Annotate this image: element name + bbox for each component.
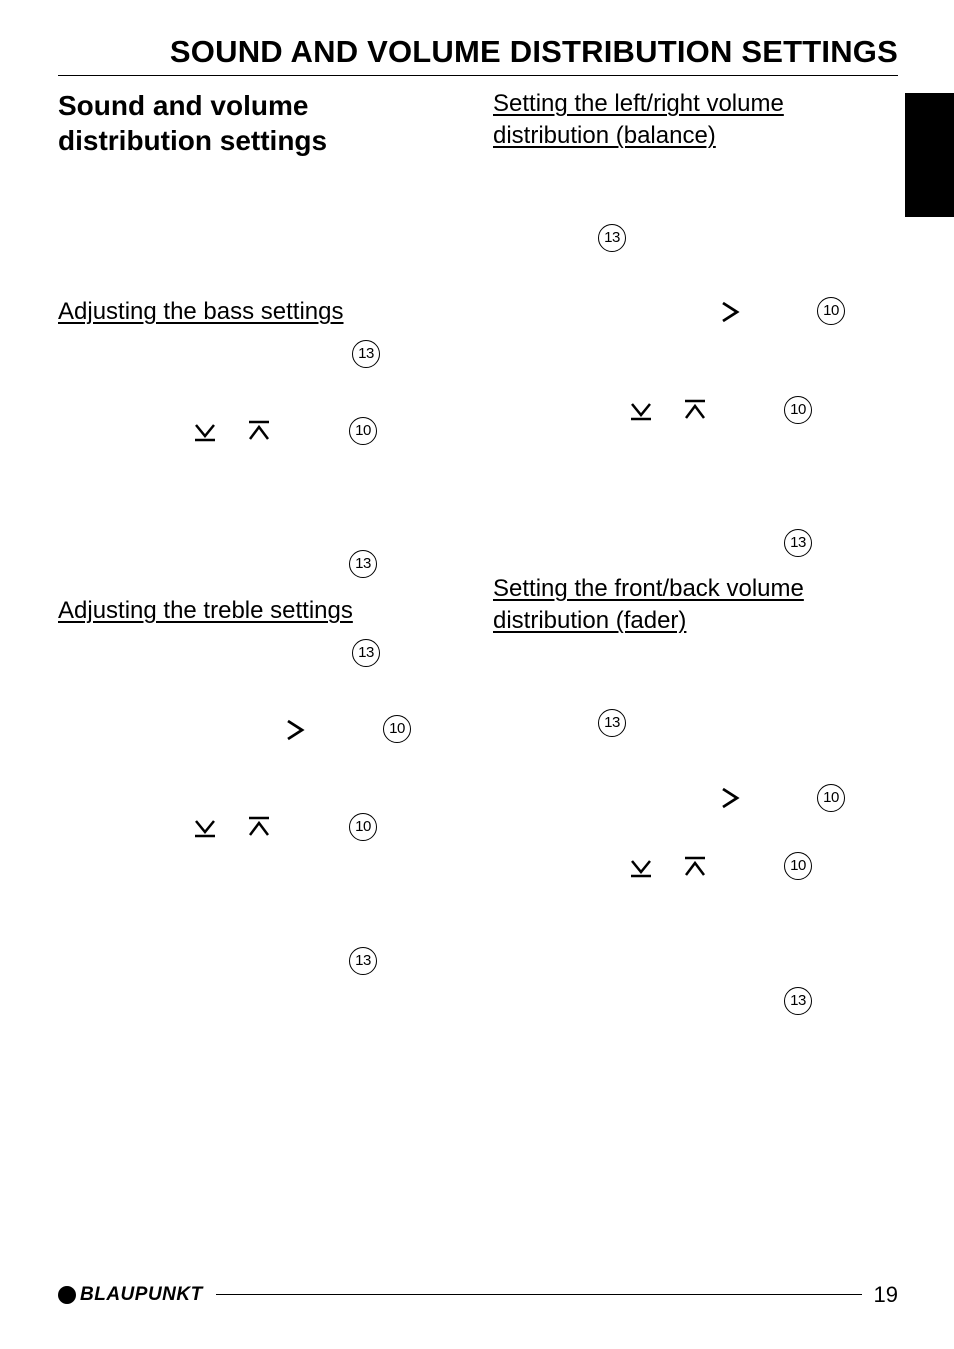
page-number: 19 bbox=[873, 1282, 898, 1307]
callout-13: 13 bbox=[784, 987, 812, 1015]
callout-13: 13 bbox=[349, 550, 377, 578]
arrow-down-icon bbox=[193, 815, 217, 839]
arrow-down-icon bbox=[629, 855, 653, 879]
callout-10: 10 bbox=[349, 813, 377, 841]
arrow-right-icon bbox=[718, 300, 742, 324]
arrow-up-icon bbox=[247, 815, 271, 839]
title-divider bbox=[58, 75, 898, 76]
callout-10: 10 bbox=[817, 784, 845, 812]
arrow-right-icon bbox=[283, 718, 307, 742]
arrow-up-icon bbox=[247, 419, 271, 443]
arrow-right-icon bbox=[718, 786, 742, 810]
arrow-up-icon bbox=[683, 398, 707, 422]
callout-13: 13 bbox=[598, 709, 626, 737]
callout-13: 13 bbox=[784, 529, 812, 557]
logo-dot-icon bbox=[58, 1286, 76, 1304]
section-title: Sound and volume distribution settings bbox=[58, 90, 328, 156]
arrow-up-icon bbox=[683, 855, 707, 879]
heading-balance: Setting the left/right volume distribution (balance) bbox=[493, 90, 784, 149]
heading-treble: Adjusting the treble settings bbox=[58, 597, 353, 624]
brand-logo bbox=[58, 1283, 203, 1307]
callout-10: 10 bbox=[784, 396, 812, 424]
arrow-down-icon bbox=[629, 398, 653, 422]
callout-13: 13 bbox=[598, 224, 626, 252]
callout-10: 10 bbox=[817, 297, 845, 325]
callout-13: 13 bbox=[349, 947, 377, 975]
callout-13: 13 bbox=[352, 340, 380, 368]
brand-name: BLAUPUNKT bbox=[80, 1284, 203, 1305]
language-tab-marker bbox=[905, 93, 954, 217]
callout-10: 10 bbox=[349, 417, 377, 445]
heading-fader: Setting the front/back volume distribution (fader) bbox=[493, 575, 804, 634]
footer-divider bbox=[216, 1294, 862, 1295]
callout-10: 10 bbox=[784, 852, 812, 880]
heading-bass: Adjusting the bass settings bbox=[58, 298, 344, 325]
callout-10: 10 bbox=[383, 715, 411, 743]
page-title: SOUND AND VOLUME DISTRIBUTION SETTINGS bbox=[169, 34, 898, 69]
callout-13: 13 bbox=[352, 639, 380, 667]
arrow-down-icon bbox=[193, 419, 217, 443]
